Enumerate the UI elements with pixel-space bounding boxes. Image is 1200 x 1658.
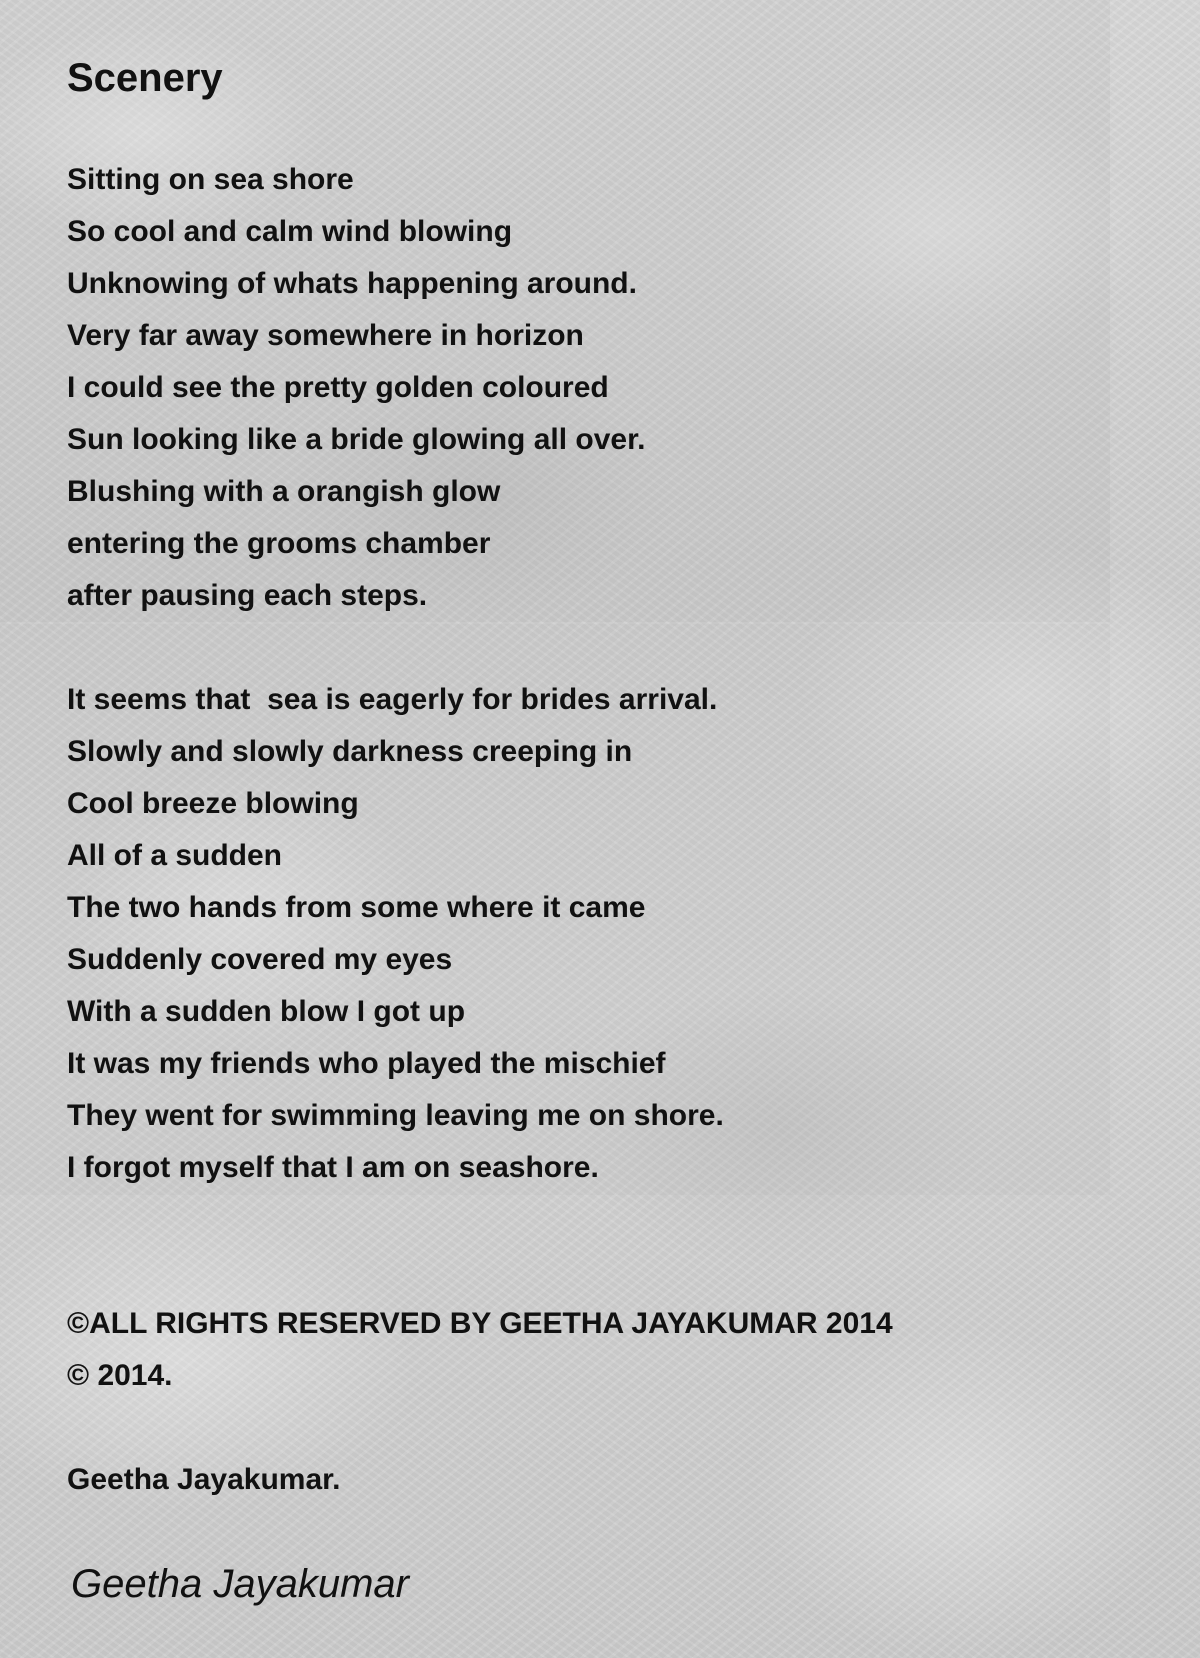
poem-line: Unknowing of whats happening around.	[67, 267, 637, 300]
poem-line: They went for swimming leaving me on shore.	[67, 1099, 724, 1132]
author-name: Geetha Jayakumar.	[67, 1463, 341, 1496]
poem-line: The two hands from some where it came	[67, 891, 646, 924]
rights-notice: ©ALL RIGHTS RESERVED BY GEETHA JAYAKUMAR 2014	[67, 1307, 893, 1340]
poem-line: Sun looking like a bride glowing all over.	[67, 423, 646, 456]
poem-line: after pausing each steps.	[67, 579, 428, 612]
copyright-year: © 2014.	[67, 1359, 173, 1392]
stanza-1	[67, 154, 1127, 622]
spacer	[67, 1402, 1127, 1454]
poem-line: entering the grooms chamber	[67, 527, 491, 560]
poem-line: It seems that sea is eagerly for brides arrival.	[67, 683, 718, 716]
poem-line: Slowly and slowly darkness creeping in	[67, 735, 633, 768]
poem-line: With a sudden blow I got up	[67, 995, 466, 1028]
poem-line: I forgot myself that I am on seashore.	[67, 1151, 599, 1184]
poem-line: I could see the pretty golden coloured	[67, 371, 609, 404]
poem-line: Suddenly covered my eyes	[67, 943, 453, 976]
poem-line: Sitting on sea shore	[67, 163, 354, 196]
poem-line: Very far away somewhere in horizon	[67, 319, 584, 352]
poem-footer	[67, 1298, 1127, 1506]
stanza-2	[67, 674, 1127, 1194]
poem-line: Cool breeze blowing	[67, 787, 359, 820]
poem-line: So cool and calm wind blowing	[67, 215, 513, 248]
author-signature: Geetha Jayakumar	[71, 1562, 409, 1606]
poem-line: Blushing with a orangish glow	[67, 475, 501, 508]
poem-line: It was my friends who played the mischief	[67, 1047, 666, 1080]
poem-title: Scenery	[67, 56, 223, 100]
poem-line: All of a sudden	[67, 839, 283, 872]
poem-page	[67, 48, 1127, 1506]
